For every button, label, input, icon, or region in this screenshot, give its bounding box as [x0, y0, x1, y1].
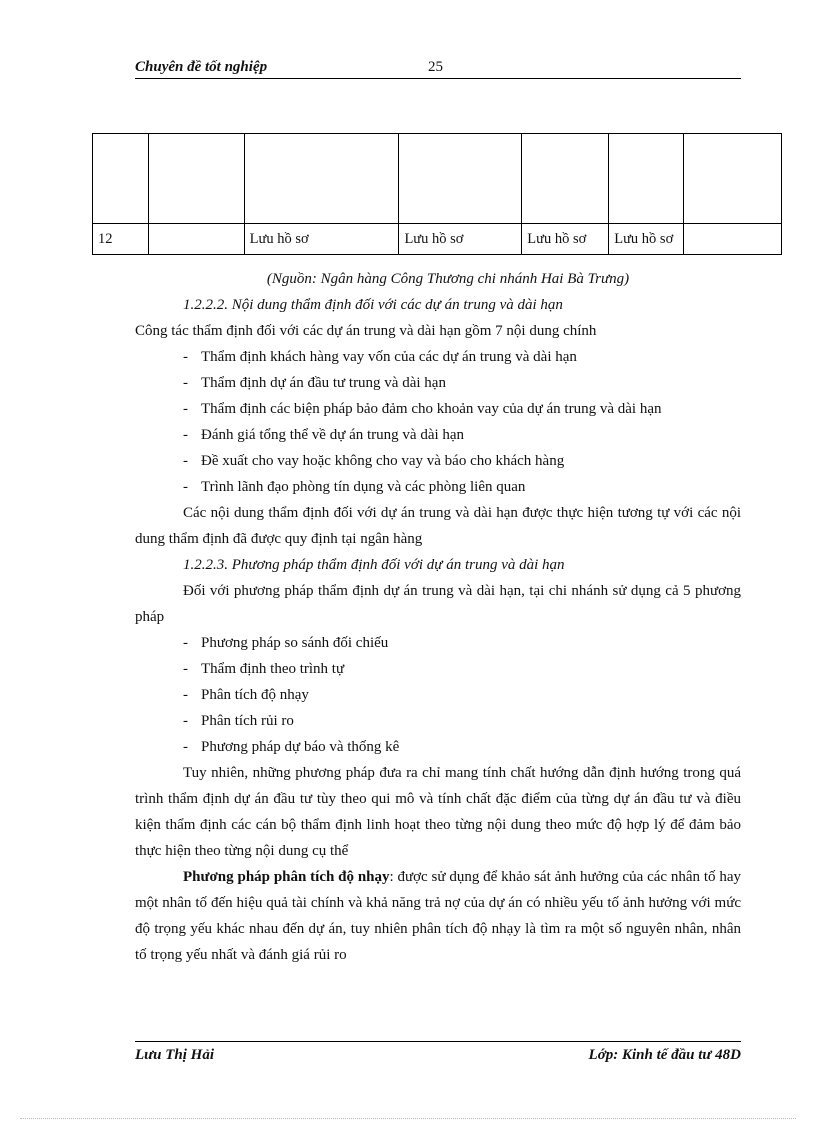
list-item: - Thẩm định các biện pháp bảo đảm cho khoản vay của dự án trung và dài hạn [183, 401, 662, 417]
list-item-text: Thẩm định khách hàng vay vốn của các dự án trung và dài hạn [201, 349, 577, 365]
table-cell: Lưu hồ sơ [522, 224, 609, 255]
list-item-text: Phương pháp dự báo và thống kê [201, 739, 400, 755]
list-item: - Phương pháp dự báo và thống kê [183, 739, 400, 755]
table-cell [522, 134, 609, 224]
section-heading-1-2-2-3: 1.2.2.3. Phương pháp thẩm định đối với dự án trung và dài hạn [183, 557, 565, 573]
table-cell [244, 134, 399, 224]
list-item-text: Phân tích độ nhạy [201, 687, 309, 703]
body-text [135, 266, 741, 968]
header-title: Chuyên đề tốt nghiệp [135, 59, 268, 75]
list-item: - Thẩm định dự án đầu tư trung và dài hạn [183, 375, 446, 391]
list-item: - Đề xuất cho vay hoặc không cho vay và báo cho khách hàng [183, 453, 565, 469]
table-cell: Lưu hồ sơ [609, 224, 684, 255]
table-cell: Lưu hồ sơ [244, 224, 399, 255]
list-item-text: Phân tích rủi ro [201, 713, 294, 729]
list-item-text: Thẩm định dự án đầu tư trung và dài hạn [201, 375, 446, 391]
table-cell [684, 224, 782, 255]
list-item: - Thẩm định khách hàng vay vốn của các dự án trung và dài hạn [183, 349, 577, 365]
list-item: - Phân tích rủi ro [183, 713, 294, 729]
footer-class: Lớp: Kinh tế đầu tư 48D [588, 1047, 741, 1063]
list-item-text: Thẩm định các biện pháp bảo đảm cho khoản vay của dự án trung và dài hạn [201, 401, 662, 417]
list-item-text: Thẩm định theo trình tự [201, 661, 345, 677]
table-cell [93, 134, 149, 224]
bold-term: Phương pháp phân tích độ nhạy [183, 869, 390, 885]
table-row [93, 134, 782, 224]
page-header [135, 58, 741, 79]
list-item: - Phương pháp so sánh đối chiếu [183, 635, 389, 651]
list-item-text: Phương pháp so sánh đối chiếu [201, 635, 389, 651]
table-cell: 12 [93, 224, 149, 255]
page-number: 25 [428, 59, 443, 75]
section2-intro: Đối với phương pháp thẩm định dự án trung và dài hạn, tại chi nhánh sử dụng cả 5 phương pháp [135, 583, 741, 625]
section-heading-1-2-2-2: 1.2.2.2. Nội dung thẩm định đối với các dự án trung và dài hạn [183, 297, 563, 313]
table-source-note: (Nguồn: Ngân hàng Công Thương chi nhánh Hai Bà Trưng) [266, 271, 630, 287]
table-cell [399, 134, 522, 224]
list-item-text: Trình lãnh đạo phòng tín dụng và các phòng liên quan [201, 479, 526, 495]
paragraph-text: : được sử dụng để khảo sát ảnh hưởng của các nhân tố hay một nhân tố đến hiệu quả tài chính và khả năng trả nợ của dự án có nhiều yếu tố ảnh hưởng với mức độ trọng yếu khác nhau đến dự án, tuy nhiên phân tích độ nhạy là tìm ra một số nguyên nhân, nhân tố trọng yếu nhất và đánh giá rủi ro [135, 869, 741, 963]
section1-intro: Công tác thẩm định đối với các dự án trung và dài hạn gồm 7 nội dung chính [135, 323, 597, 339]
table-cell [684, 134, 782, 224]
section2-paragraph-2 [135, 864, 741, 968]
list-item-text: Đánh giá tổng thể về dự án trung và dài hạn [201, 427, 465, 443]
list-item-text: Đề xuất cho vay hoặc không cho vay và báo cho khách hàng [201, 453, 565, 469]
table-row [93, 224, 782, 255]
list-item: - Trình lãnh đạo phòng tín dụng và các phòng liên quan [183, 479, 526, 495]
list-item: - Phân tích độ nhạy [183, 687, 309, 703]
table-cell [148, 134, 244, 224]
section1-closing: Các nội dung thẩm định đối với dự án trung và dài hạn được thực hiện tương tự với các nội dung thẩm định đã được quy định tại ngân hàng [135, 505, 741, 547]
table-cell: Lưu hồ sơ [399, 224, 522, 255]
list-item: - Thẩm định theo trình tự [183, 661, 345, 677]
list-item: - Đánh giá tổng thể về dự án trung và dài hạn [183, 427, 465, 443]
section2-paragraph-1: Tuy nhiên, những phương pháp đưa ra chỉ mang tính chất hướng dẫn định hướng trong quá trình thẩm định dự án đầu tư tùy theo qui mô và tính chất đặc điểm của từng dự án đầu tư và điều kiện thẩm định các cán bộ thẩm định linh hoạt theo từng nội dung theo mức độ hợp lý để đảm bảo thực hiện theo từng nội dung cụ thể [135, 765, 741, 859]
page-edge-divider [20, 1118, 796, 1119]
table-cell [148, 224, 244, 255]
record-table [92, 133, 782, 255]
page-footer [135, 1041, 741, 1063]
footer-author: Lưu Thị Hải [135, 1047, 214, 1063]
table-cell [609, 134, 684, 224]
